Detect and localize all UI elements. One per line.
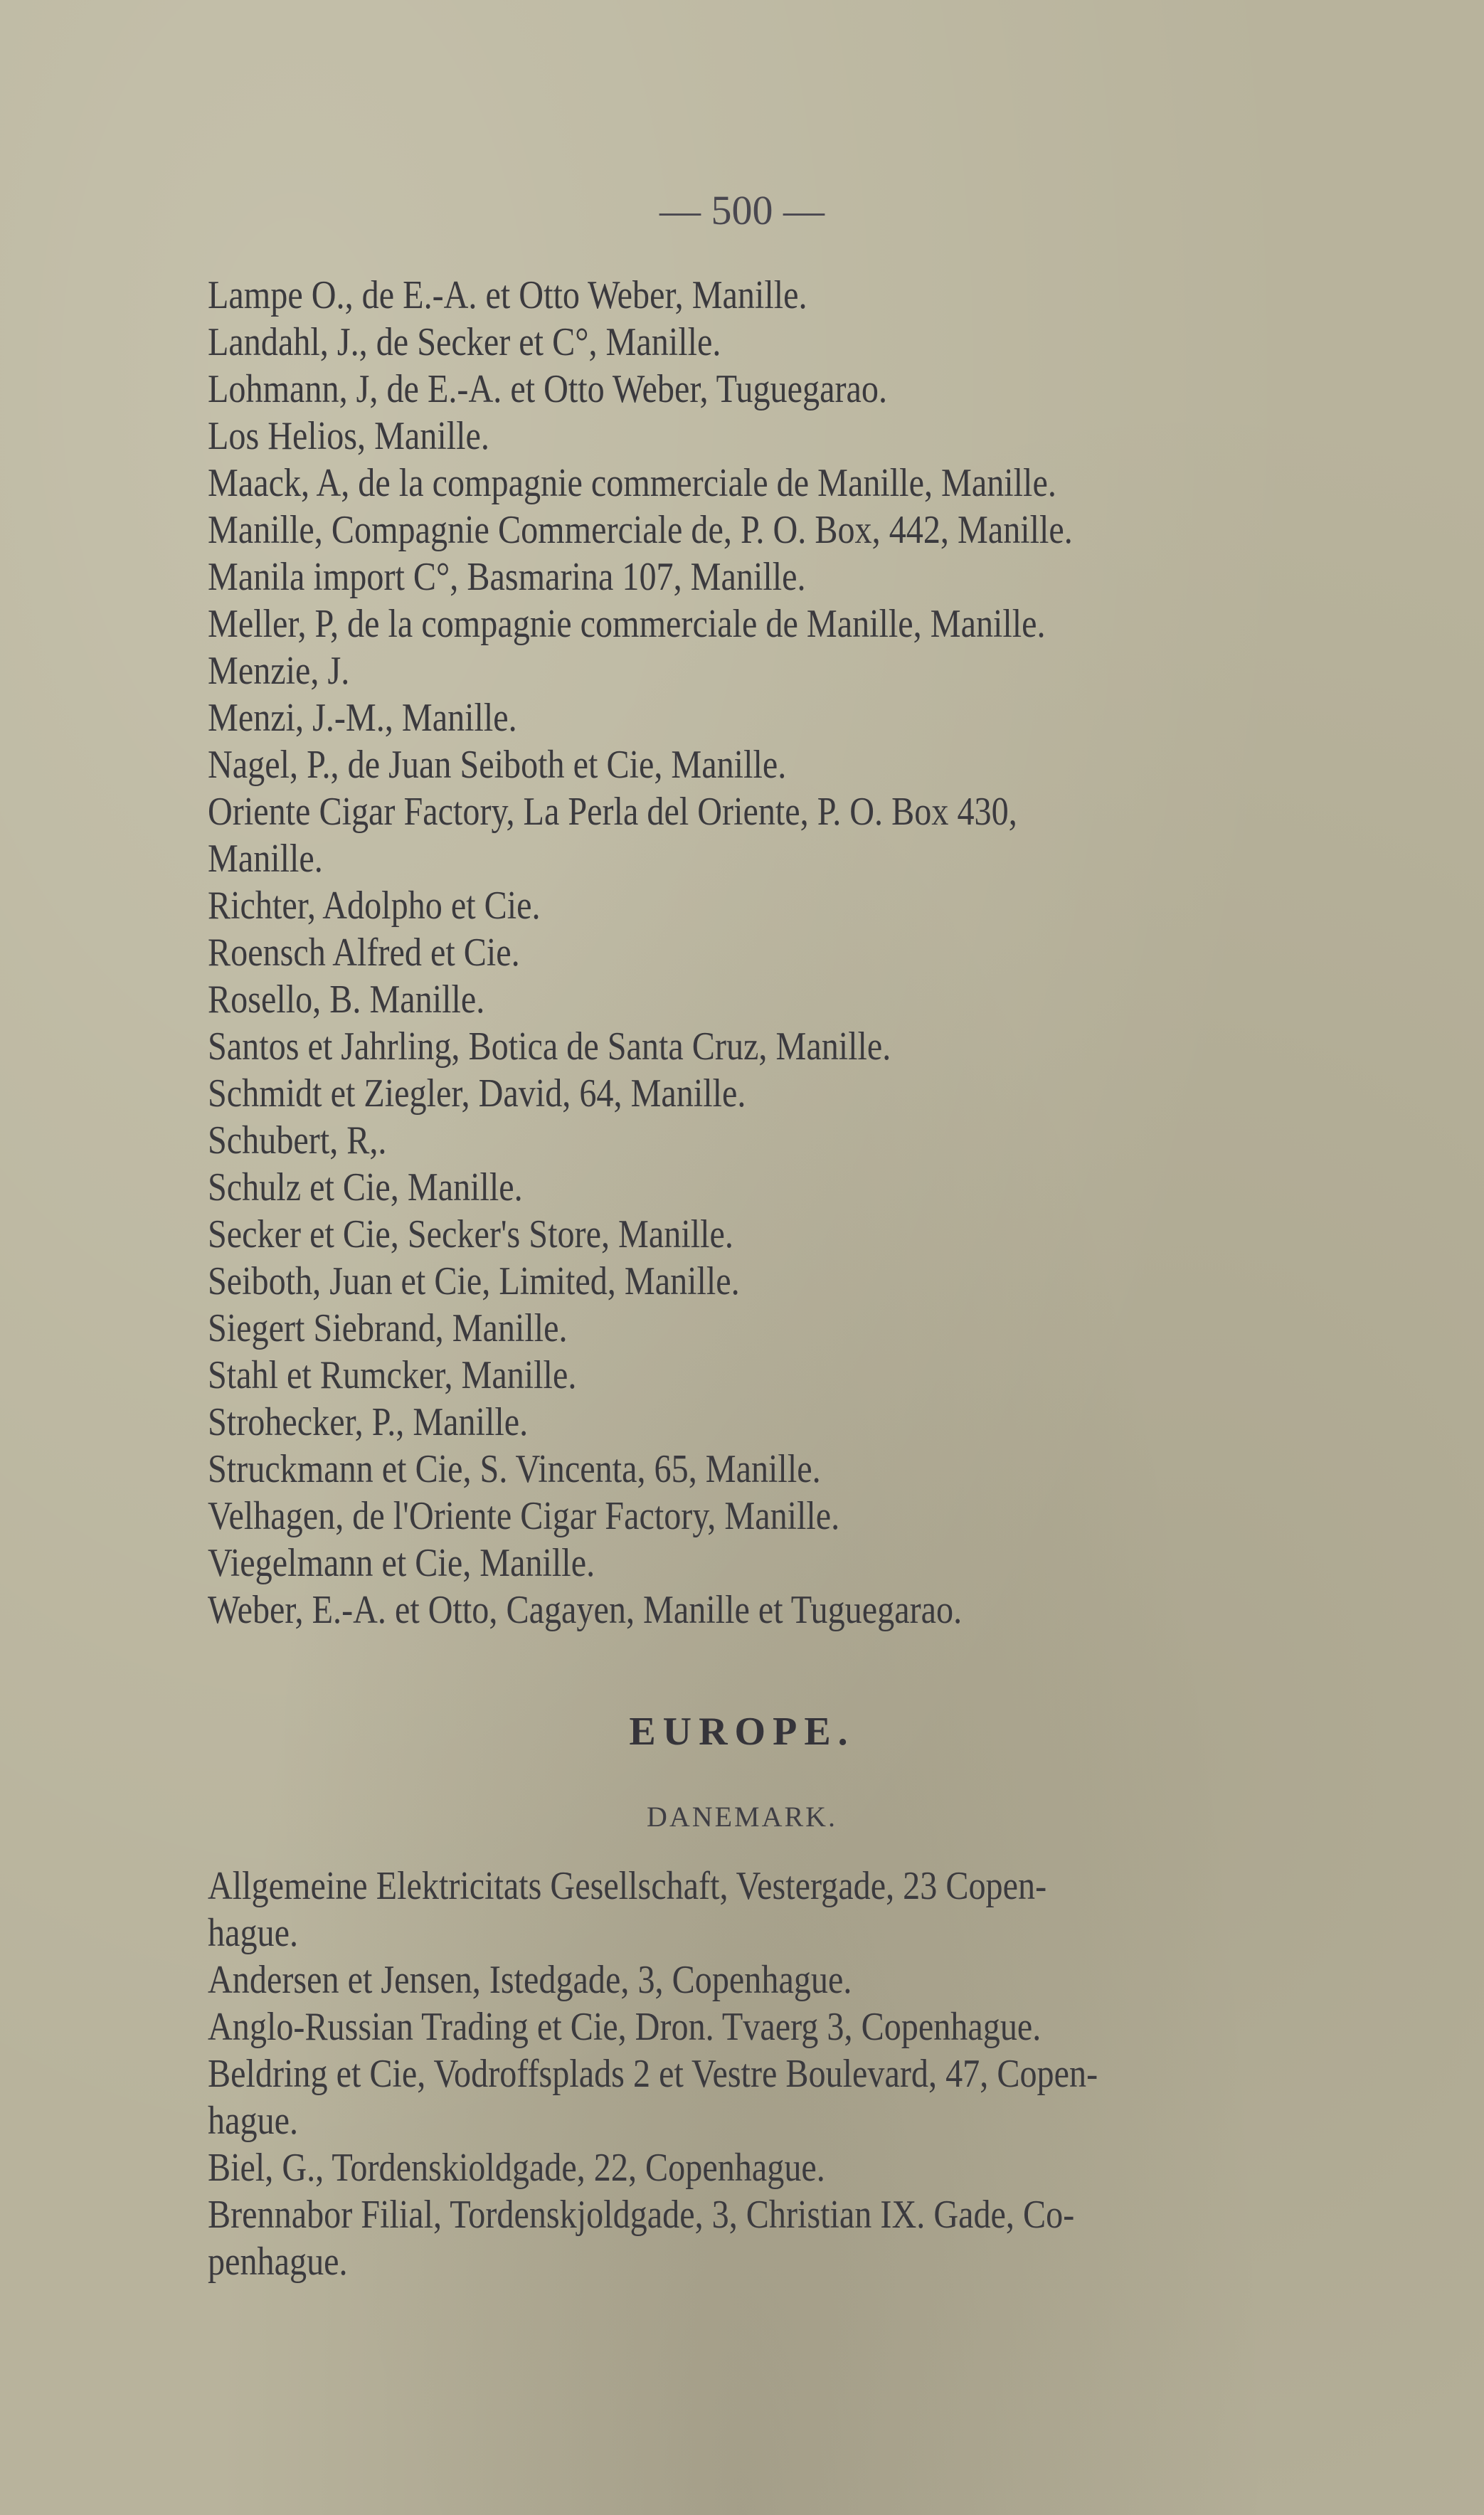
entry-line: Allgemeine Elektricitats Gesellschaft, Vestergade, 23 Copen- [208,1864,1047,1908]
directory-entry [208,741,1397,788]
directory-entry [208,647,1397,694]
entry-line: Meller, P, de la compagnie commerciale de Manille, Manille. [208,602,1046,646]
directory-entry [208,272,1397,319]
entry-line: Struckmann et Cie, S. Vincenta, 65, Manille. [208,1447,821,1491]
entry-line: Richter, Adolpho et Cie. [208,884,541,928]
directory-entry [208,1305,1397,1352]
entry-line-continuation: penhague. [208,2240,348,2284]
entry-line: Landahl, J., de Secker et C°, Manille. [208,320,721,364]
entry-line: Beldring et Cie, Vodroffsplads 2 et Vestre Boulevard, 47, Copen- [208,2052,1098,2096]
entry-line: Roensch Alfred et Cie. [208,931,520,975]
entry-line: Biel, G., Tordenskioldgade, 22, Copenhague. [208,2146,825,2190]
entry-line: Schubert, R,. [208,1118,387,1163]
entry-line: Secker et Cie, Secker's Store, Manille. [208,1212,733,1256]
entry-line: Menzi, J.-M., Manille. [208,696,517,740]
section-heading-europe: EUROPE. [629,1710,855,1754]
entry-line-continuation: Manille. [208,837,323,881]
entry-line-continuation: hague. [208,2099,299,2143]
entry-line: Siegert Siebrand, Manille. [208,1306,568,1350]
directory-entry [208,976,1397,1023]
entry-line: Stahl et Rumcker, Manille. [208,1353,577,1397]
directory-entry [208,2144,1397,2191]
entry-line: Schulz et Cie, Manille. [208,1165,523,1209]
entry-line: Andersen et Jensen, Istedgade, 3, Copenhague. [208,1958,852,2002]
entry-line: Lohmann, J, de E.-A. et Otto Weber, Tuguegarao. [208,367,888,411]
directory-entry [208,2003,1397,2050]
directory-entry [208,1399,1397,1446]
directory-entry [208,929,1397,976]
entry-line: Los Helios, Manille. [208,414,489,458]
directory-entry [208,413,1397,460]
entry-line: Viegelmann et Cie, Manille. [208,1541,595,1585]
directory-entry [208,1211,1397,1258]
entry-line-continuation: hague. [208,1911,299,1955]
directory-entry [208,1446,1397,1493]
directory-entry [208,1587,1397,1634]
directory-entry [208,1863,1397,1957]
entry-line: Velhagen, de l'Oriente Cigar Factory, Manille. [208,1494,840,1538]
directory-entry [208,554,1397,600]
entry-line: Manille, Compagnie Commerciale de, P. O. Box, 442, Manille. [208,508,1073,552]
entry-line: Oriente Cigar Factory, La Perla del Oriente, P. O. Box 430, [208,790,1017,834]
entry-line: Lampe O., de E.-A. et Otto Weber, Manille. [208,273,807,317]
directory-entry [208,1258,1397,1305]
directory-entry [208,1540,1397,1587]
directory-entry [208,1493,1397,1540]
directory-entry [208,1070,1397,1117]
directory-entry [208,788,1397,882]
directory-entry [208,319,1397,366]
directory-entry [208,1957,1397,2003]
europe-entry-list [208,1863,1360,2285]
sub-heading-danemark: DANEMARK. [646,1801,838,1833]
entry-line: Menzie, J. [208,649,350,693]
entry-line: Maack, A, de la compagnie commerciale de Manille, Manille. [208,461,1056,505]
entry-line: Rosello, B. Manille. [208,978,485,1022]
directory-entry [208,1117,1397,1164]
directory-entry [208,507,1397,554]
entry-line: Brennabor Filial, Tordenskjoldgade, 3, Christian IX. Gade, Co- [208,2193,1075,2237]
directory-entry [208,2050,1397,2144]
directory-entry [208,1023,1397,1070]
directory-entry [208,460,1397,507]
page-number: — 500 — [659,187,825,233]
entry-line: Seiboth, Juan et Cie, Limited, Manille. [208,1259,740,1303]
directory-entry [208,366,1397,413]
directory-entry [208,694,1397,741]
directory-entry [208,2191,1397,2285]
entry-line: Nagel, P., de Juan Seiboth et Cie, Manille. [208,743,787,787]
entry-line: Anglo-Russian Trading et Cie, Dron. Tvaerg 3, Copenhague. [208,2005,1042,2049]
entry-line: Strohecker, P., Manille. [208,1400,529,1444]
entry-line: Manila import C°, Basmarina 107, Manille. [208,555,806,599]
entry-line: Schmidt et Ziegler, David, 64, Manille. [208,1071,746,1116]
entry-line: Weber, E.-A. et Otto, Cagayen, Manille et Tuguegarao. [208,1588,963,1632]
directory-entry [208,1164,1397,1211]
manille-entry-list [208,272,1360,1634]
directory-entry [208,1352,1397,1399]
directory-entry [208,882,1397,929]
directory-entry [208,600,1397,647]
entry-line: Santos et Jahrling, Botica de Santa Cruz, Manille. [208,1024,891,1069]
